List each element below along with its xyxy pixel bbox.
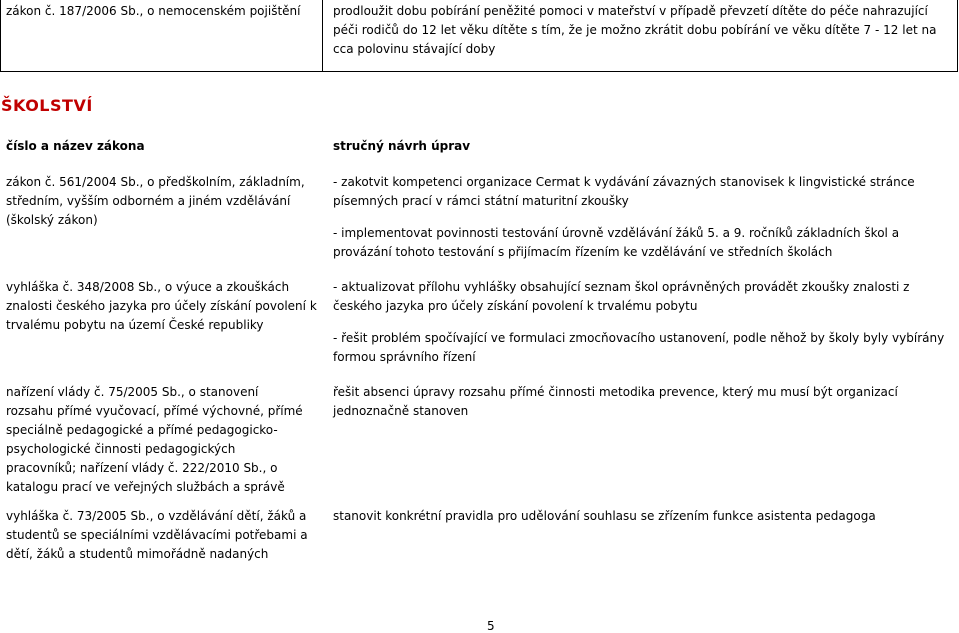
top-table-border-bottom — [0, 71, 958, 72]
page-number: 5 — [487, 619, 495, 633]
top-table-proposal: prodloužit dobu pobírání peněžité pomoci v mateřství v případě převzetí dítěte do péče nahrazující péči rodičů do 12 let věku dítěte s tím, že je možno zkrátit dobu pobírání ve věku dítěte 7 - 12 let na cca polovinu stávající doby — [333, 4, 937, 56]
proposal-item: stanovit konkrétní pravidla pro udělování souhlasu se zřízením funkce asistenta pedagoga — [333, 509, 876, 523]
top-table-border-left — [0, 0, 1, 72]
table-row-law: nařízení vlády č. 75/2005 Sb., o stanovení rozsahu přímé vyučovací, přímé výchovné, přímé speciálně pedagogické a přímé pedagogicko-psychologické činnosti pedagogických pracovníků; nařízení vlády č. 222/2010 Sb., o katalogu prací ve veřejných službách a správě — [6, 385, 303, 494]
table-row-law: zákon č. 561/2004 Sb., o předškolním, základním, středním, vyšším odborném a jiném vzdělávání (školský zákon) — [6, 175, 305, 227]
table-row-proposals — [333, 383, 933, 421]
proposal-item: - implementovat povinnosti testování úrovně vzdělávání žáků 5. a 9. ročníků základních škol a provázání tohoto testování s přijímacím řízením ke vzdělávání ve středních školách — [333, 226, 900, 259]
proposal-item: řešit absenci úpravy rozsahu přímé činnosti metodika prevence, který mu musí být organizací jednoznačně stanoven — [333, 385, 898, 418]
proposal-item: - zakotvit kompetenci organizace Cermat k vydávání závazných stanovisek k lingvistické stránce písemných prací v rámci státní maturitní zkoušky — [333, 175, 915, 208]
table-row-proposals — [333, 173, 950, 262]
top-table-border-right — [957, 0, 958, 72]
table-row-law: vyhláška č. 348/2008 Sb., o výuce a zkouškách znalosti českého jazyka pro účely získání povolení k trvalému pobytu na území České republiky — [6, 280, 317, 332]
table-row-law: vyhláška č. 73/2005 Sb., o vzdělávání dětí, žáků a studentů se speciálními vzdělávacími potřebami a dětí, žáků a studentů mimořádně nadaných — [6, 509, 308, 561]
table-row-proposals — [333, 507, 950, 526]
proposal-item: - řešit problém spočívající ve formulaci zmocňovacího ustanovení, podle něhož by školy byly vybírány formou správního řízení — [333, 331, 945, 364]
section-heading: ŠKOLSTVÍ — [1, 96, 93, 115]
column-header-law: číslo a název zákona — [6, 139, 145, 153]
proposal-item: - aktualizovat přílohu vyhlášky obsahující seznam škol oprávněných provádět zkoušky znalosti z českého jazyka pro účely získání povolení k trvalému pobytu — [333, 280, 910, 313]
top-table-law: zákon č. 187/2006 Sb., o nemocenském pojištění — [6, 4, 301, 18]
table-row-proposals — [333, 278, 950, 367]
column-header-proposal: stručný návrh úprav — [333, 139, 471, 153]
top-table-border-middle — [322, 0, 323, 72]
